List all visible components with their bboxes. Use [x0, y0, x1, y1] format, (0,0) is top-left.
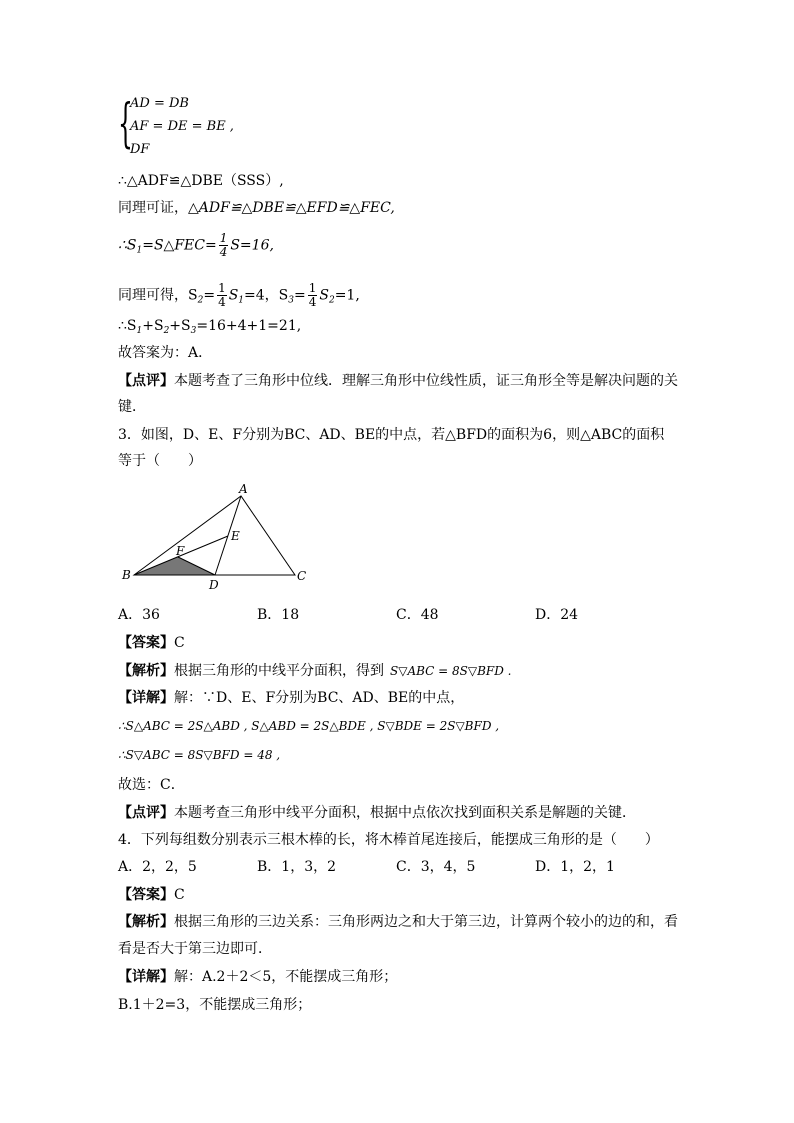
- triangle-diagram: [118, 478, 318, 598]
- q4-option-d: D．1，2，1: [535, 859, 615, 875]
- similar-line: [118, 198, 395, 218]
- q4-option-a: A．2，2，5: [118, 859, 197, 875]
- s1-tail: S=16,: [230, 237, 274, 254]
- label-f: F: [176, 544, 185, 558]
- left-brace: {: [118, 94, 133, 154]
- q4-detail-1: 解：A.2＋2＜5，不能摆成三角形；: [174, 969, 398, 985]
- label-c: C: [297, 569, 307, 583]
- q4-detail-line-1: [118, 967, 397, 987]
- system-row-2: AF = DE = BE ,: [130, 119, 234, 134]
- q3-answer: C: [174, 635, 185, 651]
- q3-option-a: A．36: [118, 607, 160, 623]
- label-e: E: [231, 529, 240, 543]
- label-b: B: [122, 568, 131, 582]
- q3-analysis-tag: 【解析】: [118, 663, 174, 679]
- q4-option-c: C．3，4，5: [396, 859, 476, 875]
- s2-prefix: 同理可得，S: [118, 287, 198, 304]
- q3-option-c: C．48: [396, 607, 439, 623]
- fraction-quarter-3: $\frac{1}{4}$: [308, 281, 317, 309]
- similar-prefix: 同理可证，: [118, 200, 188, 216]
- q4-analysis-tag: 【解析】: [118, 914, 174, 930]
- q3-comment-tag: 【点评】: [118, 805, 174, 821]
- q3-detail-tag: 【详解】: [118, 690, 174, 706]
- q4-analysis-line-1: [118, 912, 678, 932]
- q3-option-d: D．24: [535, 607, 579, 623]
- congruence-line: ∴△ADF≌△DBE（SSS）,: [118, 173, 284, 189]
- q3-detail-line: [118, 688, 464, 708]
- comment-tag: 【点评】: [118, 373, 174, 389]
- system-row-1: AD = DB: [130, 96, 189, 111]
- comment-line: [118, 371, 678, 391]
- label-d: D: [209, 578, 219, 592]
- triangle-figure: [118, 478, 318, 598]
- q3-analysis-formula: S▽ABC = 8S▽BFD .: [390, 664, 512, 678]
- q3-answer-line: [118, 633, 185, 653]
- q3-analysis-line: [118, 661, 512, 681]
- s1-line: $\therefore S_1=S\triangle FEC=$ $\frac{1}{4}$ S=16,: [118, 231, 274, 259]
- answer-line: 故答案为：A．: [118, 345, 213, 361]
- q3-detail: 解：∵D、E、F分别为BC、AD、BE的中点，: [174, 690, 465, 706]
- q4-answer-tag: 【答案】: [118, 887, 174, 903]
- s2-s3-line: 同理可得，$S_2=$ $\frac{1}{4}$ $S_1=4$，$S_3=$ $\frac{1}{4}$ $S_2=1$,: [118, 281, 360, 309]
- comment-line-2: 键．: [118, 399, 146, 415]
- similar-chain: △ADF≌△DBE≌△EFD≌△FEC,: [188, 200, 395, 216]
- equation-system: [118, 96, 258, 160]
- q4-answer-line: [118, 885, 185, 905]
- q3-choose-line: 故选：C．: [118, 777, 185, 793]
- q3-analysis: 根据三角形的中线平分面积，得到: [174, 663, 384, 679]
- q3-stem-line-1: 3．如图，D、E、F分别为BC、AD、BE的中点，若△BFD的面积为6，则△ABC的面积: [118, 427, 665, 443]
- q3-answer-tag: 【答案】: [118, 635, 174, 651]
- fraction-quarter: $\frac{1}{4}$: [219, 231, 228, 259]
- q4-analysis-line-2: 看是否大于第三边即可．: [118, 941, 272, 957]
- q3-comment: 本题考查三角形中线平分面积，根据中点依次找到面积关系是解题的关键．: [174, 805, 636, 821]
- q3-option-b: B．18: [257, 607, 300, 623]
- fraction-quarter-2: $\frac{1}{4}$: [218, 281, 226, 309]
- system-row-3: DF: [130, 142, 150, 157]
- q4-detail-tag: 【详解】: [118, 969, 174, 985]
- q4-stem-line: 4．下列每组数分别表示三根木棒的长，将木棒首尾连接后，能摆成三角形的是（ ）: [118, 832, 659, 848]
- s1-mid: =S△FEC=: [142, 237, 217, 254]
- q3-stem-line-2: 等于（ ）: [118, 453, 202, 469]
- q4-analysis-1: 根据三角形的三边关系：三角形两边之和大于第三边，计算两个较小的边的和，看: [174, 914, 678, 930]
- q3-step-2: ∴S▽ABC = 8S▽BFD = 48 ,: [118, 748, 281, 762]
- sum-line: $\therefore S_1+S_2+S_3=16+4+1=21$,: [118, 318, 302, 336]
- q4-option-b: B．1，3，2: [257, 859, 337, 875]
- comment-text: 本题考查了三角形中位线．理解三角形中位线性质，证三角形全等是解决问题的关: [174, 373, 678, 389]
- q4-detail-line-2: B.1＋2=3，不能摆成三角形；: [118, 997, 312, 1013]
- triangle-abc: [134, 496, 295, 575]
- q3-comment-line: [118, 803, 636, 823]
- q3-step-1: ∴S△ABC = 2S△ABD , S△ABD = 2S△BDE , S▽BDE = 2S▽BFD ,: [118, 719, 500, 733]
- s1-prefix: ∴S: [118, 237, 137, 254]
- label-a: A: [239, 482, 248, 496]
- q4-answer: C: [174, 887, 185, 903]
